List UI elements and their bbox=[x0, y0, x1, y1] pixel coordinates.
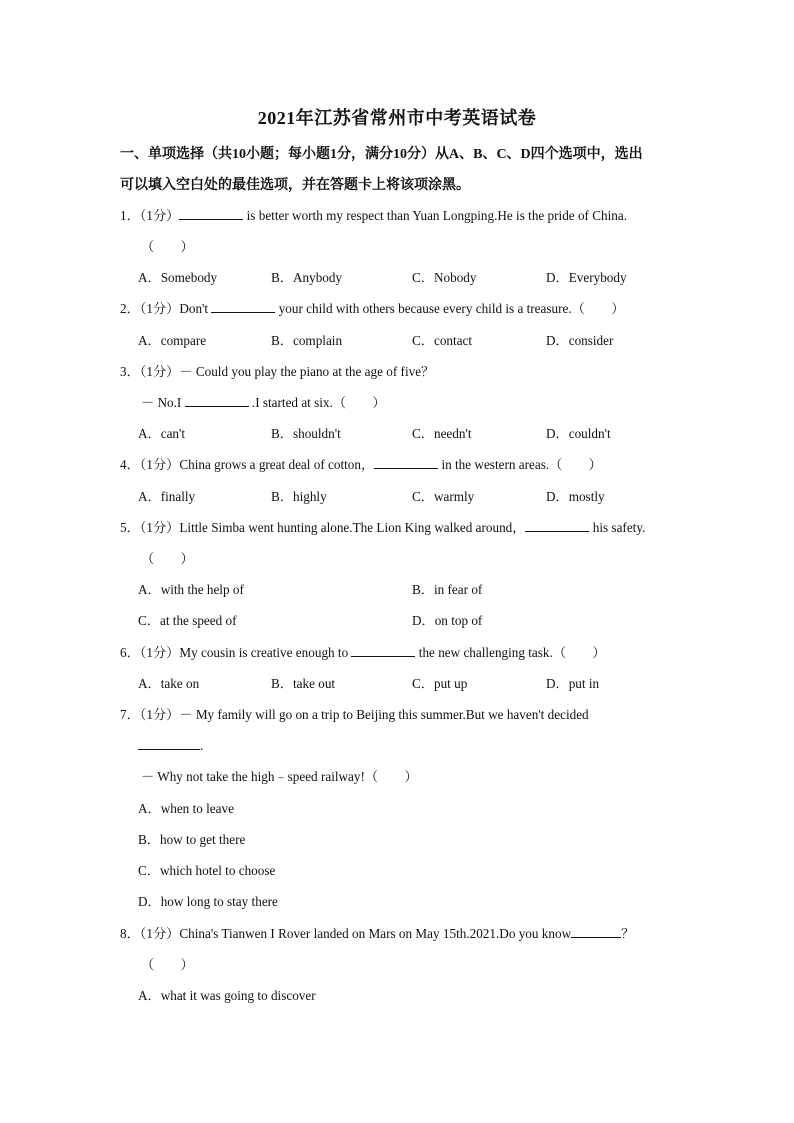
question-number: 6．（1分） bbox=[120, 645, 180, 660]
option-c: C．needn't bbox=[412, 426, 472, 441]
option-b: B．shouldn't bbox=[271, 426, 341, 441]
option-b: B．complain bbox=[271, 333, 343, 348]
question-number: 7．（1分） bbox=[120, 707, 180, 722]
question-text-pre: My cousin is creative enough to bbox=[179, 645, 352, 660]
option-a: A．what it was going to discover bbox=[138, 988, 316, 1003]
answer-blank bbox=[571, 925, 621, 938]
question-1 bbox=[120, 207, 627, 225]
option-b: B．Anybody bbox=[271, 270, 343, 285]
answer-blank bbox=[211, 300, 275, 313]
answer-blank bbox=[351, 644, 415, 657]
question-number: 3．（1分） bbox=[120, 364, 180, 379]
option-d: D．put in bbox=[546, 676, 600, 691]
question-number: 4．（1分） bbox=[120, 457, 180, 472]
option-d: D．on top of bbox=[412, 613, 483, 628]
option-c: C．which hotel to choose bbox=[138, 863, 276, 878]
answer-blank bbox=[138, 737, 200, 750]
answer-blank bbox=[525, 519, 589, 532]
question-8 bbox=[120, 925, 634, 943]
page-title: 2021年江苏省常州市中考英语试卷 bbox=[257, 108, 537, 128]
question-text-post: his safety. bbox=[589, 520, 646, 535]
answer-bracket: （ ） bbox=[141, 239, 194, 254]
option-c: C．contact bbox=[412, 333, 473, 348]
option-b: B．how to get there bbox=[138, 832, 246, 847]
option-b: B．highly bbox=[271, 489, 327, 504]
option-d: D．consider bbox=[546, 333, 614, 348]
question-text-pre: China grows a great deal of cotton， bbox=[179, 457, 375, 472]
option-a: A．with the help of bbox=[138, 582, 244, 597]
option-c: C．warmly bbox=[412, 489, 475, 504]
section-line-1: 一、单项选择（共10小题；每小题1分，满分10分）从A、B、C、D四个选项中，选出 bbox=[120, 147, 643, 162]
option-d: D．couldn't bbox=[546, 426, 611, 441]
answer-blank bbox=[185, 394, 249, 407]
question-text-post: . bbox=[200, 738, 204, 753]
reply-post: .I started at six.（ ） bbox=[248, 395, 386, 410]
answer-bracket: （ ） bbox=[141, 957, 194, 972]
option-d: D．mostly bbox=[546, 489, 605, 504]
option-a: A．Somebody bbox=[138, 270, 218, 285]
answer-bracket: （ ） bbox=[141, 551, 194, 566]
option-a: A．can't bbox=[138, 426, 186, 441]
question-3 bbox=[120, 363, 434, 381]
question-2 bbox=[120, 300, 624, 318]
question-6 bbox=[120, 644, 606, 662]
question-number: 2．（1分） bbox=[120, 301, 180, 316]
question-text-post: the new challenging task.（ ） bbox=[415, 645, 606, 660]
question-number: 5．（1分） bbox=[120, 520, 180, 535]
question-7-reply: － Why not take the high﹣speed railway!（ ） bbox=[141, 769, 418, 784]
question-text-pre: Don't bbox=[179, 301, 212, 316]
question-4 bbox=[120, 456, 602, 474]
answer-blank bbox=[374, 456, 438, 469]
option-a: A．when to leave bbox=[138, 801, 234, 816]
question-5 bbox=[120, 519, 645, 537]
question-text: is better worth my respect than Yuan Longping.He is the pride of China. bbox=[243, 208, 628, 223]
answer-blank bbox=[179, 207, 243, 220]
option-b: B．in fear of bbox=[412, 582, 483, 597]
question-7 bbox=[120, 706, 589, 724]
section-instructions bbox=[120, 139, 680, 201]
question-3-reply bbox=[141, 394, 386, 412]
option-c: C．at the speed of bbox=[138, 613, 237, 628]
question-text-pre: China's Tianwen I Rover landed on Mars on May 15th.2021.Do you know bbox=[179, 926, 572, 941]
question-number: 1．（1分） bbox=[120, 208, 180, 223]
option-d: D．how long to stay there bbox=[138, 894, 278, 909]
question-text-pre: Little Simba went hunting alone.The Lion King walked around， bbox=[179, 520, 526, 535]
question-text-post: your child with others because every child is a treasure.（ ） bbox=[275, 301, 625, 316]
question-7-continued bbox=[138, 737, 203, 755]
section-line-2: 可以填入空白处的最佳选项，并在答题卡上将该项涂黑。 bbox=[120, 178, 470, 193]
option-a: A．compare bbox=[138, 333, 207, 348]
question-text-post: ？ bbox=[621, 926, 635, 941]
reply-pre: － No.I bbox=[141, 395, 185, 410]
option-a: A．take on bbox=[138, 676, 200, 691]
question-number: 8．（1分） bbox=[120, 926, 180, 941]
option-c: C．Nobody bbox=[412, 270, 477, 285]
option-d: D．Everybody bbox=[546, 270, 627, 285]
option-a: A．finally bbox=[138, 489, 196, 504]
option-c: C．put up bbox=[412, 676, 468, 691]
question-text: － Could you play the piano at the age of five？ bbox=[179, 364, 435, 379]
question-text: － My family will go on a trip to Beijing this summer.But we haven't decided bbox=[179, 707, 589, 722]
question-text-post: in the western areas.（ ） bbox=[438, 457, 602, 472]
option-b: B．take out bbox=[271, 676, 336, 691]
